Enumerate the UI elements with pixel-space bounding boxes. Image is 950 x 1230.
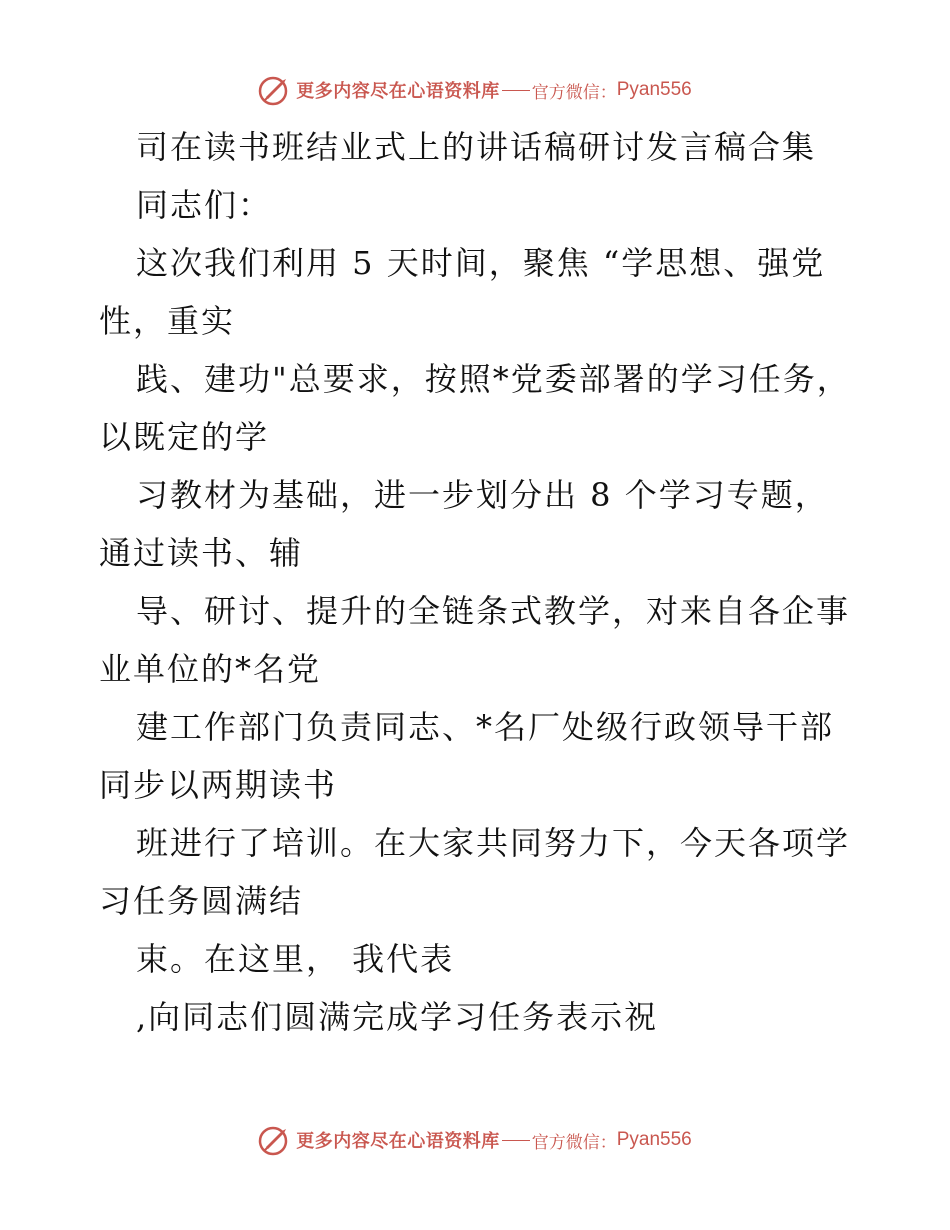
banner-wechat-label: 官方微信： — [531, 1132, 617, 1153]
text-line: 班进行了培训。在大家共同努力下，今天各项学 — [136, 824, 851, 862]
text-line: 习教材为基础，进一步划分出 8 个学习专题， — [136, 476, 829, 514]
banner-wechat-label: 官方微信： — [531, 82, 617, 103]
text-line: 司在读书班结业式上的讲话稿研讨发言稿合集 — [136, 128, 817, 166]
banner-separator — [502, 90, 530, 91]
banner-text: 更多内容尽在心语资料库 — [296, 81, 500, 102]
banner-text: 更多内容尽在心语资料库 — [296, 1131, 500, 1152]
text-line: 导、研讨、提升的全链条式教学，对来自各企事 — [136, 592, 851, 630]
banner-wechat-id: Pyan556 — [616, 1129, 692, 1150]
text-line: 性，重实 — [99, 302, 236, 340]
header-banner — [0, 70, 950, 110]
text-line: 践、建功"总要求，按照*党委部署的学习任务， — [136, 360, 851, 398]
banner-separator — [502, 1140, 530, 1141]
footer-banner — [0, 1120, 950, 1160]
text-line: 建工作部门负责同志、*名厂处级行政领导干部 — [136, 708, 835, 746]
banner-wechat-id: Pyan556 — [616, 79, 692, 100]
text-line: 业单位的*名党 — [99, 650, 322, 688]
text-line: 通过读书、辅 — [99, 534, 304, 572]
text-line: 这次我们利用 5 天时间，聚焦 “学思想、强党 — [136, 244, 826, 282]
text-line: 以既定的学 — [99, 418, 270, 456]
text-line: 习任务圆满结 — [99, 882, 304, 920]
document-body — [99, 118, 859, 1046]
quill-pen-logo-icon — [258, 1123, 292, 1157]
text-line: 同步以两期读书 — [99, 766, 338, 804]
text-line: 束。在这里， 我代表 — [136, 940, 455, 978]
quill-pen-logo-icon — [258, 73, 292, 107]
text-line: ,向同志们圆满完成学习任务表示祝 — [136, 998, 659, 1036]
text-line: 同志们： — [136, 186, 273, 224]
